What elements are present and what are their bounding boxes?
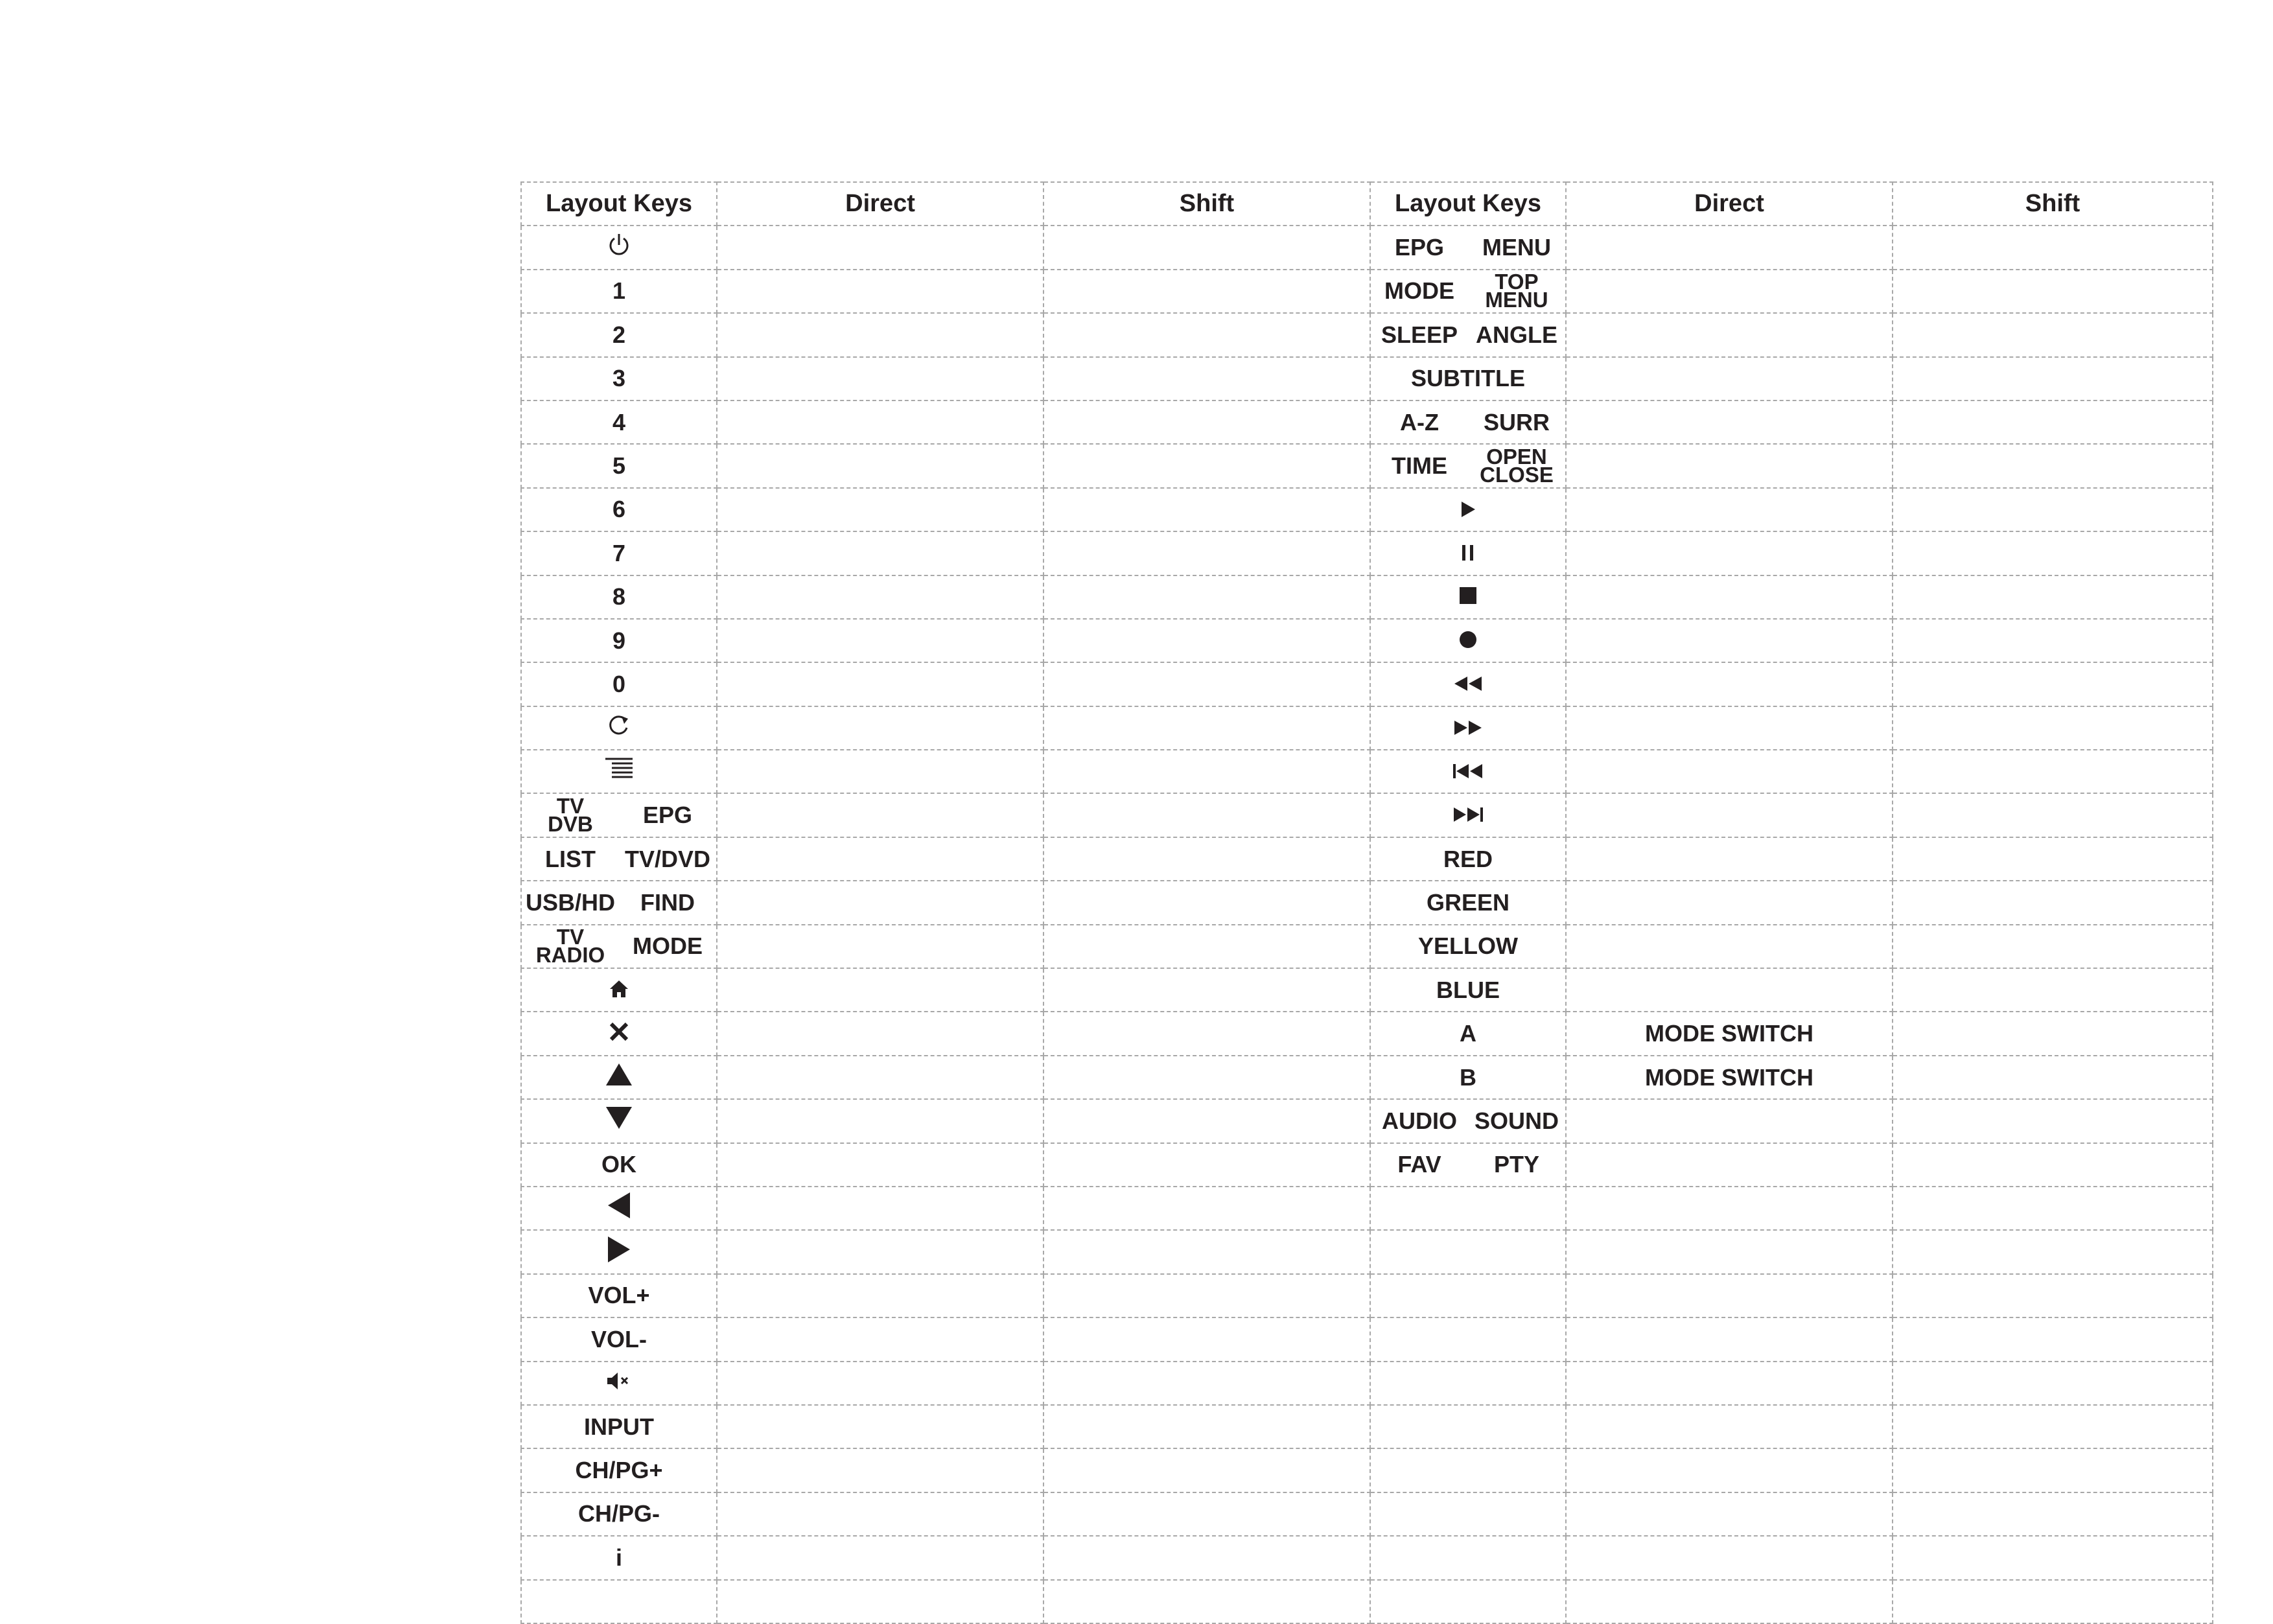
right-layout-key-cell: RED [1370,837,1566,881]
table-row [521,270,2213,313]
right-layout-key-cell: YELLOW [1370,925,1566,968]
left-direct-header: Direct [717,182,1043,226]
right-layout-key-cell [1370,1492,1566,1536]
key-label: SURR [1483,408,1550,435]
left-layout-key-cell [521,881,717,924]
right-direct-cell [1566,1536,1893,1579]
table-row [521,968,2213,1012]
left-layout-key-cell: VOL- [521,1317,717,1361]
left-shift-cell [1043,662,1370,706]
table-row [521,750,2213,793]
right-layout-key-cell [1370,750,1566,793]
left-shift-cell [1043,837,1370,881]
left-direct-cell [717,1099,1043,1143]
rewind-icon [1453,671,1483,699]
left-layout-key-cell: OK [521,1143,717,1187]
left-triangle-icon [607,1191,631,1225]
right-direct-cell [1566,226,1893,269]
table-row [521,1448,2213,1492]
left-layout-key-cell [521,750,717,793]
left-direct-cell [717,619,1043,662]
table-row [521,881,2213,924]
right-layout-key-cell [1370,313,1566,356]
left-direct-cell [717,1056,1043,1099]
left-shift-cell [1043,1580,1370,1623]
left-layout-key-cell [521,1230,717,1273]
right-layout-key-cell [1370,1362,1566,1405]
table-row [521,1099,2213,1143]
right-shift-cell [1893,1405,2213,1448]
right-shift-cell [1893,662,2213,706]
right-direct-cell [1566,1274,1893,1317]
left-direct-cell [717,1274,1043,1317]
table-row [521,313,2213,356]
right-shift-cell [1893,793,2213,837]
right-shift-cell [1893,1536,2213,1579]
right-direct-cell [1566,925,1893,968]
right-shift-cell [1893,444,2213,487]
left-shift-cell [1043,575,1370,619]
right-layout-key-cell [1370,619,1566,662]
left-direct-cell [717,1362,1043,1405]
right-shift-cell [1893,1448,2213,1492]
left-layout-key-cell: 5 [521,444,717,487]
left-direct-cell [717,444,1043,487]
right-direct-cell [1566,1099,1893,1143]
key-label-line: MENU [1485,288,1548,312]
left-layout-key-cell: 8 [521,575,717,619]
key-label: LIST [545,845,596,872]
key-label-line: OPEN [1486,445,1547,469]
left-direct-cell [717,1143,1043,1187]
left-direct-cell [717,357,1043,400]
previous-icon [1452,759,1484,786]
left-direct-cell [717,706,1043,750]
key-label: TV/DVD [624,845,710,872]
left-direct-cell [717,881,1043,924]
right-direct-cell [1566,1448,1893,1492]
table-row [521,1230,2213,1273]
right-direct-cell [1566,488,1893,531]
right-layout-key-cell [1370,575,1566,619]
right-direct-cell [1566,575,1893,619]
key-label-line: TV [556,794,585,818]
recall-icon [606,712,632,744]
left-layout-key-cell: 6 [521,488,717,531]
table-row [521,1317,2213,1361]
table-row [521,1405,2213,1448]
play-icon [1460,497,1476,524]
left-layout-key-cell [521,968,717,1012]
key-label: MENU [1482,234,1551,261]
right-direct-cell [1566,706,1893,750]
right-direct-cell [1566,313,1893,356]
key-label: A-Z [1400,408,1439,435]
right-shift-cell [1893,925,2213,968]
right-direct-cell [1566,619,1893,662]
key-label: FIND [640,888,695,916]
stop-icon [1458,584,1478,611]
key-label: ANGLE [1476,321,1557,348]
right-layout-key-cell [1370,1274,1566,1317]
right-shift-cell [1893,488,2213,531]
key-label [522,794,619,837]
right-direct-cell: MODE SWITCH [1566,1056,1893,1099]
table-row [521,837,2213,881]
left-direct-cell [717,662,1043,706]
right-shift-cell [1893,706,2213,750]
table-row [521,1492,2213,1536]
left-shift-cell [1043,226,1370,269]
right-direct-cell [1566,1143,1893,1187]
right-shift-cell [1893,531,2213,575]
left-direct-cell [717,750,1043,793]
right-shift-cell [1893,1143,2213,1187]
left-layout-key-cell: 0 [521,662,717,706]
table-row [521,619,2213,662]
left-layout-key-cell: 2 [521,313,717,356]
left-layout-key-cell: 9 [521,619,717,662]
down-triangle-icon [605,1106,633,1136]
left-direct-cell [717,488,1043,531]
right-direct-cell [1566,793,1893,837]
left-layout-key-cell: VOL+ [521,1274,717,1317]
left-shift-cell [1043,1187,1370,1230]
table-row [521,662,2213,706]
left-shift-cell [1043,1448,1370,1492]
left-layout-key-cell [521,1056,717,1099]
next-icon [1452,802,1484,829]
left-direct-cell [717,1492,1043,1536]
left-shift-cell [1043,488,1370,531]
right-direct-cell [1566,400,1893,444]
left-shift-cell [1043,1099,1370,1143]
left-shift-cell [1043,1012,1370,1055]
right-layout-key-cell: A [1370,1012,1566,1055]
right-layout-key-cell [1370,1448,1566,1492]
left-shift-cell [1043,1536,1370,1579]
home-icon [609,977,629,1004]
left-layout-key-cell: 7 [521,531,717,575]
menu-lines-icon [604,756,634,787]
left-layout-key-cell [521,925,717,968]
left-layout-key-cell: 3 [521,357,717,400]
key-label: SOUND [1474,1107,1559,1134]
right-direct-cell [1566,270,1893,313]
left-layout-key-cell [521,1099,717,1143]
table-row [521,444,2213,487]
left-direct-cell [717,400,1043,444]
table-row [521,1012,2213,1055]
key-label [1468,270,1565,312]
left-shift-cell [1043,925,1370,968]
right-direct-cell: MODE SWITCH [1566,1012,1893,1055]
right-shift-cell [1893,1012,2213,1055]
key-label: FAV [1397,1151,1441,1178]
table-row [521,925,2213,968]
left-direct-cell [717,968,1043,1012]
left-direct-cell [717,925,1043,968]
pause-icon [1460,540,1476,568]
right-layout-keys-header: Layout Keys [1370,182,1566,226]
left-shift-cell [1043,619,1370,662]
right-shift-cell [1893,1362,2213,1405]
left-shift-cell [1043,1230,1370,1273]
table-row [521,1362,2213,1405]
left-layout-key-cell: INPUT [521,1405,717,1448]
left-direct-cell [717,793,1043,837]
left-shift-cell [1043,706,1370,750]
right-shift-cell [1893,1492,2213,1536]
right-shift-header: Shift [1893,182,2213,226]
key-label [1468,445,1565,487]
table-row [521,400,2213,444]
right-layout-key-cell [1370,793,1566,837]
right-direct-cell [1566,750,1893,793]
right-shift-cell [1893,968,2213,1012]
right-shift-cell [1893,226,2213,269]
left-shift-cell [1043,270,1370,313]
table-row [521,1143,2213,1187]
right-direct-cell [1566,531,1893,575]
left-direct-cell [717,531,1043,575]
right-direct-cell [1566,1362,1893,1405]
right-direct-cell [1566,357,1893,400]
left-direct-cell [717,1580,1043,1623]
right-layout-key-cell: BLUE [1370,968,1566,1012]
left-shift-cell [1043,1056,1370,1099]
header-row [521,182,2213,226]
table-row [521,1187,2213,1230]
right-layout-key-cell [1370,706,1566,750]
table-row [521,1274,2213,1317]
key-label: USB/HD [525,888,615,916]
right-shift-cell [1893,1230,2213,1273]
right-direct-cell [1566,1187,1893,1230]
right-layout-key-cell [1370,1099,1566,1143]
mute-icon [606,1370,632,1397]
key-label: SLEEP [1381,321,1458,348]
left-shift-cell [1043,531,1370,575]
table-row [521,531,2213,575]
right-layout-key-cell [1370,444,1566,487]
right-direct-cell [1566,837,1893,881]
left-layout-key-cell [521,1012,717,1055]
right-shift-cell [1893,575,2213,619]
right-shift-cell [1893,1099,2213,1143]
key-label: MODE [1384,277,1454,305]
left-layout-key-cell [521,1362,717,1405]
right-layout-key-cell: SUBTITLE [1370,357,1566,400]
right-shift-cell [1893,881,2213,924]
key-label: TIME [1392,452,1447,480]
key-label-line: CLOSE [1480,463,1554,487]
right-layout-key-cell [1370,226,1566,269]
right-shift-cell [1893,357,2213,400]
left-layout-key-cell: CH/PG- [521,1492,717,1536]
up-triangle-icon [605,1062,633,1093]
table-row [521,706,2213,750]
left-shift-cell [1043,1317,1370,1361]
left-shift-cell [1043,1405,1370,1448]
right-shift-cell [1893,1274,2213,1317]
table-row [521,357,2213,400]
left-shift-cell [1043,357,1370,400]
left-shift-cell [1043,968,1370,1012]
left-shift-cell [1043,1274,1370,1317]
right-layout-key-cell [1370,270,1566,313]
right-layout-key-cell: GREEN [1370,881,1566,924]
key-label-line: TV [556,925,585,949]
left-shift-cell [1043,1143,1370,1187]
left-layout-key-cell [521,837,717,881]
left-shift-cell [1043,400,1370,444]
right-direct-cell [1566,444,1893,487]
right-direct-cell [1566,1230,1893,1273]
table-row [521,1580,2213,1623]
table-row [521,575,2213,619]
key-label-line: RADIO [535,943,605,968]
left-layout-key-cell [521,793,717,837]
right-layout-key-cell [1370,1536,1566,1579]
right-layout-key-cell [1370,488,1566,531]
right-layout-key-cell [1370,1580,1566,1623]
left-shift-cell [1043,1492,1370,1536]
right-shift-cell [1893,837,2213,881]
key-label-line: DVB [548,812,593,837]
left-direct-cell [717,1405,1043,1448]
key-label [522,925,619,968]
left-shift-header: Shift [1043,182,1370,226]
left-layout-keys-header: Layout Keys [521,182,717,226]
left-shift-cell [1043,750,1370,793]
right-layout-key-cell [1370,1317,1566,1361]
right-layout-key-cell [1370,531,1566,575]
right-triangle-icon [607,1235,631,1270]
right-shift-cell [1893,1056,2213,1099]
right-layout-key-cell [1370,1230,1566,1273]
left-layout-key-cell [521,1580,717,1623]
table-row [521,226,2213,269]
left-shift-cell [1043,793,1370,837]
left-direct-cell [717,270,1043,313]
left-direct-cell [717,1012,1043,1055]
left-layout-key-cell: 4 [521,400,717,444]
right-layout-key-cell [1370,1143,1566,1187]
key-label: EPG [642,802,693,829]
right-layout-key-cell [1370,662,1566,706]
left-direct-cell [717,1536,1043,1579]
left-direct-cell [717,575,1043,619]
right-direct-cell [1566,1317,1893,1361]
exit-x-icon [609,1021,629,1048]
left-shift-cell [1043,313,1370,356]
left-direct-cell [717,1230,1043,1273]
right-layout-key-cell [1370,1405,1566,1448]
key-label: MODE [633,933,703,960]
left-direct-cell [717,226,1043,269]
left-direct-cell [717,837,1043,881]
right-direct-cell [1566,662,1893,706]
key-mapping-table [520,181,2213,1624]
left-layout-key-cell: 1 [521,270,717,313]
right-layout-key-cell [1370,1187,1566,1230]
key-label-line: TOP [1495,270,1539,294]
right-shift-cell [1893,750,2213,793]
left-layout-key-cell [521,226,717,269]
left-shift-cell [1043,881,1370,924]
table-row [521,793,2213,837]
key-label: PTY [1493,1151,1539,1178]
right-shift-cell [1893,619,2213,662]
right-shift-cell [1893,400,2213,444]
left-direct-cell [717,1448,1043,1492]
right-layout-key-cell [1370,400,1566,444]
left-shift-cell [1043,444,1370,487]
power-icon [607,232,631,264]
right-direct-cell [1566,881,1893,924]
left-layout-key-cell: CH/PG+ [521,1448,717,1492]
left-layout-key-cell [521,706,717,750]
table-row [521,488,2213,531]
table-row [521,1056,2213,1099]
right-direct-cell [1566,1580,1893,1623]
right-direct-cell [1566,1492,1893,1536]
right-layout-key-cell: B [1370,1056,1566,1099]
right-shift-cell [1893,313,2213,356]
right-direct-cell [1566,1405,1893,1448]
left-direct-cell [717,1187,1043,1230]
left-direct-cell [717,313,1043,356]
right-direct-header: Direct [1566,182,1893,226]
right-direct-cell [1566,968,1893,1012]
left-shift-cell [1043,1362,1370,1405]
left-direct-cell [717,1317,1043,1361]
right-shift-cell [1893,270,2213,313]
key-label: AUDIO [1382,1107,1457,1134]
record-icon [1458,628,1478,655]
left-layout-key-cell [521,1187,717,1230]
right-shift-cell [1893,1187,2213,1230]
key-label: EPG [1394,234,1445,261]
right-shift-cell [1893,1317,2213,1361]
right-shift-cell [1893,1580,2213,1623]
fast-forward-icon [1453,715,1483,743]
table-row [521,1536,2213,1579]
left-layout-key-cell: i [521,1536,717,1579]
